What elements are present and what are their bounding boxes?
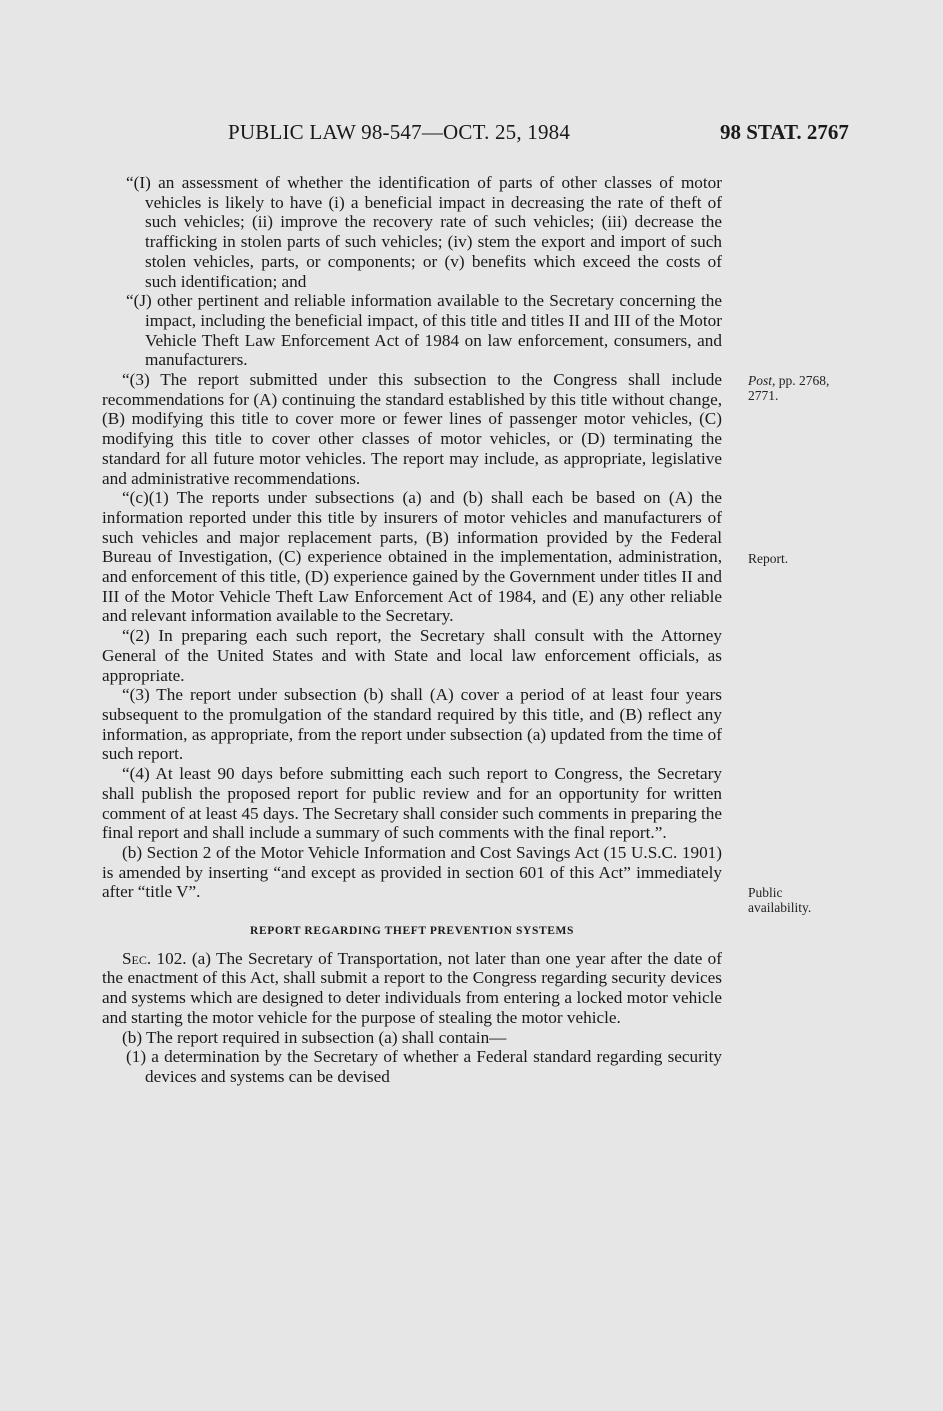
paragraph-3-recommendations: “(3) The report submitted under this subsection to the Congress shall include recommendations for (A) continuing the standard established by this title without change, (B) modifying this title to cover more or fewer lines of passenger motor vehicles, (C) modifying this title to cover other classes of motor vehicles, or (D) terminating the standard for all future motor vehicles. The report may include, as appropriate, legislative and administrative recommendations. — [102, 370, 722, 488]
margin-note-report — [748, 551, 788, 566]
sec-label: Sec. — [122, 948, 152, 968]
paragraph-1-determination: (1) a determination by the Secretary of whether a Federal standard regarding security devices and systems can be devised — [126, 1047, 722, 1086]
page-title: PUBLIC LAW 98-547—OCT. 25, 1984 — [228, 120, 571, 144]
sec-102-text: 102. (a) The Secretary of Transportation, not later than one year after the date of the enactment of this Act, shall submit a report to the Congress regarding security devices and systems which are designed to deter individuals from entering a locked motor vehicle and starting the motor vehicle for the purpose of stealing the motor vehicle. — [102, 948, 722, 1027]
stat-page-number: 98 STAT. 2767 — [720, 120, 849, 144]
margin-note-post — [748, 373, 829, 403]
margin-note-post-rest: pp. 2768, — [775, 373, 830, 388]
paragraph-3-period: “(3) The report under subsection (b) shall (A) cover a period of at least four years subsequent to the promulgation of the standard required by this title, and (B) reflect any information, as appropriate, from the report under subsection (a) updated from the time of such report. — [102, 685, 722, 764]
margin-note-public-availability — [748, 885, 811, 915]
margin-note-public-line1: Public — [748, 885, 783, 900]
paragraph-sec-102 — [102, 949, 722, 1028]
section-heading: REPORT REGARDING THEFT PREVENTION SYSTEMS — [250, 925, 574, 938]
paragraph-c1-reports: “(c)(1) The reports under subsections (a) and (b) shall each be based on (A) the information reported under this title by insurers of motor vehicles and manufacturers of such vehicles and major replacement parts, (B) information provided by the Federal Bureau of Investigation, (C) experience obtained in the implementation, administration, and enforcement of this title, (D) experience gained by the Government under titles II and III of the Motor Vehicle Theft Law Enforcement Act of 1984, and (E) any other reliable and relevant information available to the Secretary. — [102, 488, 722, 626]
body-text — [102, 173, 722, 1087]
margin-note-public-line2: availability. — [748, 900, 812, 915]
paragraph-i: “(I) an assessment of whether the identification of parts of other classes of motor vehicles is likely to have (i) a beneficial impact in decreasing the rate of theft of such vehicles; (ii) improve the recovery rate of such vehicles; (iii) decrease the trafficking in stolen parts of such vehicles; (iv) stem the export and import of such stolen vehicles, parts, or components; or (v) benefits which exceed the costs of such identification; and — [126, 173, 722, 291]
margin-note-post-line2: 2771. — [748, 388, 779, 403]
paragraph-b-contents: (b) The report required in subsection (a) shall contain— — [122, 1027, 507, 1047]
paragraph-j: “(J) other pertinent and reliable information available to the Secretary concerning the impact, including the beneficial impact, of this title and titles II and III of the Motor Vehicle Theft Law Enforcement Act of 1984 on law enforcement, consumers, and manufacturers. — [126, 291, 722, 370]
paragraph-2-consult: “(2) In preparing each such report, the Secretary shall consult with the Attorney General of the United States and with State and local law enforcement officials, as appropriate. — [102, 626, 722, 685]
page-header — [0, 120, 943, 150]
paragraph-b-amendment: (b) Section 2 of the Motor Vehicle Information and Cost Savings Act (15 U.S.C. 1901) is amended by inserting “and except as provided in section 601 of this Act” immediately after “title V”. — [102, 842, 722, 902]
margin-note-report-text: Report. — [748, 551, 789, 566]
paragraph-4-public-review: “(4) At least 90 days before submitting each such report to Congress, the Secretary shall publish the proposed report for public review and for an opportunity for written comment of at least 45 days. The Secretary shall consider such comments in preparing the final report and shall include a summary of such comments with the final report.”. — [102, 764, 722, 843]
margin-note-post-italic: Post, — [748, 373, 776, 388]
